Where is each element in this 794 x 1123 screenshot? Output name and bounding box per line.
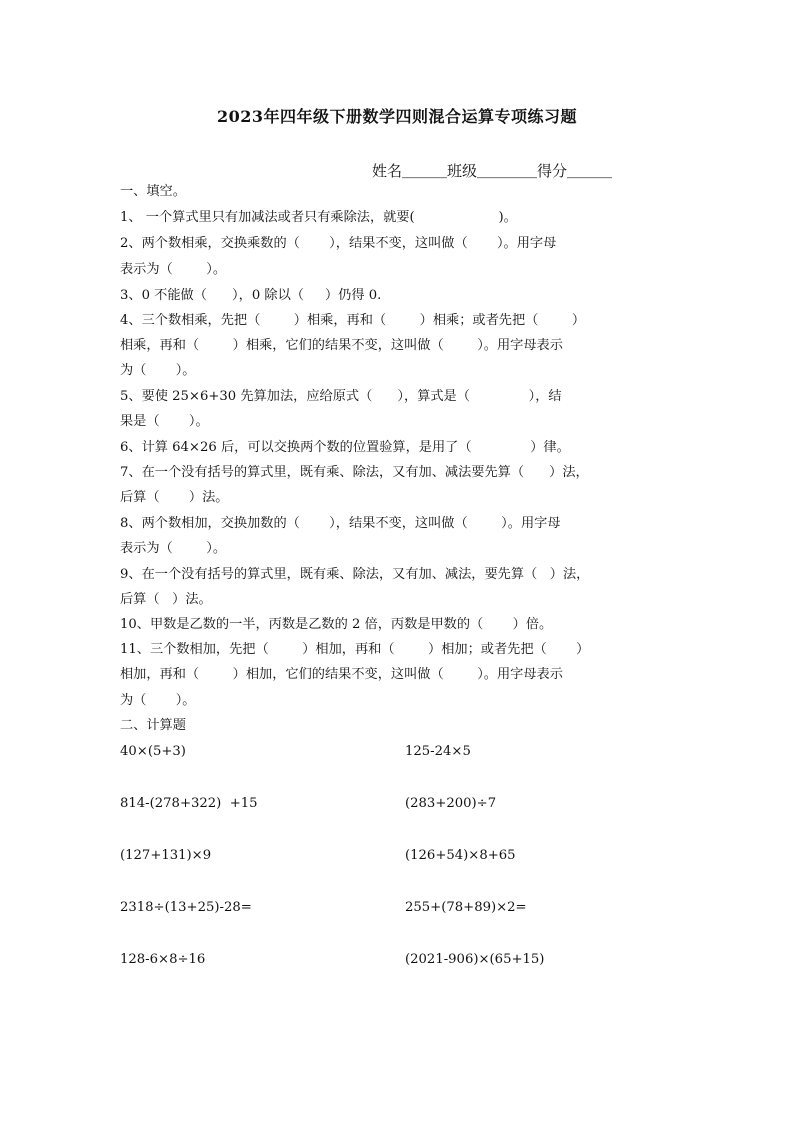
section-heading-fill-blank: 一、填空。 bbox=[120, 184, 186, 199]
question-line: 相加，再和（ ）相加，它们的结果不变，这叫做（ ）。用字母表示 bbox=[120, 667, 563, 682]
question-line: 7、在一个没有括号的算式里，既有乘、除法，又有加、减法要先算（ ）法， bbox=[120, 465, 589, 480]
calc-problem: (127+131)×9 bbox=[120, 848, 212, 863]
calc-problem: (126+54)×8+65 bbox=[405, 848, 516, 863]
calc-problem: 128-6×8÷16 bbox=[120, 952, 206, 967]
question-line: 1、 一个算式里只有加减法或者只有乘除法，就要( )。 bbox=[120, 210, 517, 225]
question-line: 9、在一个没有括号的算式里，既有乘、除法，又有加、减法，要先算（ ）法， bbox=[120, 567, 590, 582]
calc-problem: 40×(5+3) bbox=[120, 744, 186, 759]
question-line: 后算（ ）法。 bbox=[120, 592, 212, 607]
question-line: 3、0 不能做（ ），0 除以（ ）仍得 0. bbox=[120, 288, 382, 303]
question-line: 5、要使 25×6+30 先算加法，应给原式（ ），算式是（ ），结 bbox=[120, 389, 562, 404]
question-line: 4、三个数相乘，先把（ ）相乘，再和（ ）相乘；或者先把（ ） bbox=[120, 313, 586, 328]
question-line: 6、计算 64×26 后，可以交换两个数的位置验算，是用了（ ）律。 bbox=[120, 440, 570, 455]
question-line: 后算（ ）法。 bbox=[120, 490, 229, 505]
section-heading-calculation: 二、计算题 bbox=[120, 718, 186, 733]
page-title: 2023年四年级下册数学四则混合运算专项练习题 bbox=[216, 107, 578, 126]
question-line: 10、甲数是乙数的一半，丙数是乙数的 2 倍，丙数是甲数的（ ）倍。 bbox=[120, 617, 553, 632]
calc-problem: (283+200)÷7 bbox=[405, 796, 497, 811]
question-line: 表示为（ ）。 bbox=[120, 541, 227, 556]
calc-problem: (2021-906)×(65+15) bbox=[405, 952, 545, 967]
question-line: 为（ ）。 bbox=[120, 363, 196, 378]
question-line: 11、三个数相加，先把（ ）相加，再和（ ）相加；或者先把（ ） bbox=[120, 642, 590, 657]
calc-problem: 814-(278+322) +15 bbox=[120, 796, 258, 811]
question-line: 相乘，再和（ ）相乘，它们的结果不变，这叫做（ ）。用字母表示 bbox=[120, 338, 563, 353]
question-line: 表示为（ ）。 bbox=[120, 262, 227, 277]
question-line: 8、两个数相加，交换加数的（ ），结果不变，这叫做（ ）。用字母 bbox=[120, 516, 561, 531]
calc-problem: 255+(78+89)×2= bbox=[405, 900, 527, 915]
question-line: 果是（ ）。 bbox=[120, 414, 209, 429]
question-line: 2、两个数相乘，交换乘数的（ ），结果不变，这叫做（ ）。用字母 bbox=[120, 236, 557, 251]
calc-problem: 125-24×5 bbox=[405, 744, 471, 759]
question-line: 为（ ）。 bbox=[120, 693, 196, 708]
student-info-line: 姓名＿＿＿班级＿＿＿＿得分＿＿＿ bbox=[372, 162, 613, 180]
calc-problem: 2318÷(13+25)-28= bbox=[120, 900, 252, 915]
